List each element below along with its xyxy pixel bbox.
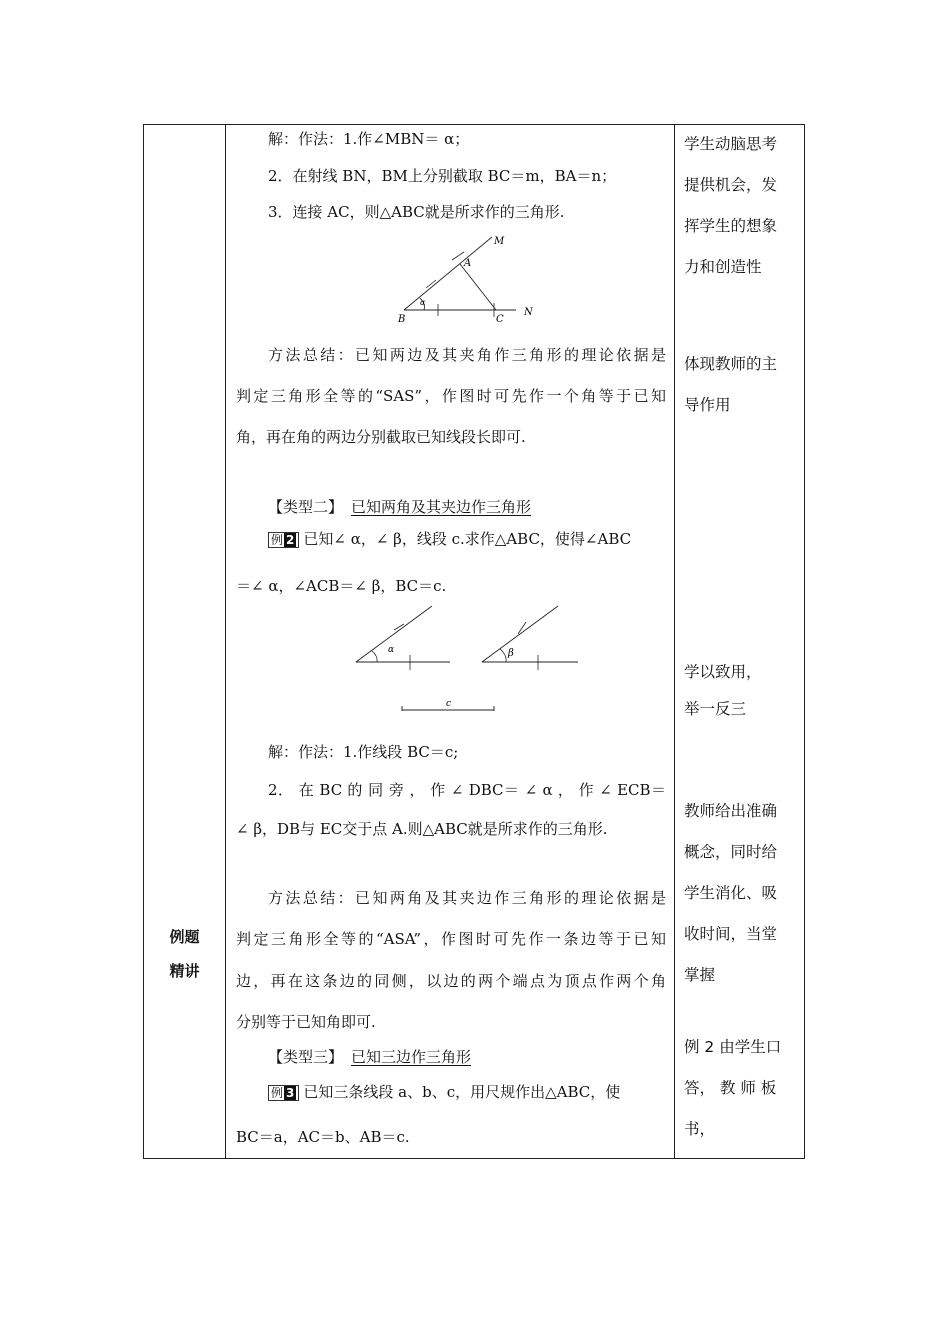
- example-text: 已知∠ α，∠ β，线段 c.求作△ABC，使得∠ABC: [303, 530, 632, 548]
- method-summary: 角，再在角的两边分别截取已知线段长即可.: [236, 428, 526, 446]
- example-text: 已知三条线段 a、b、c，用尺规作出△ABC，使: [303, 1083, 621, 1101]
- example-statement: [268, 528, 666, 549]
- type-heading: [268, 1046, 471, 1067]
- column-divider: [674, 124, 675, 1159]
- method-summary: 边，再在这条边的同侧，以边的两个端点为顶点作两个角: [236, 972, 666, 990]
- section-label-line: 精讲: [169, 962, 200, 980]
- arc-mark: [426, 280, 436, 288]
- label-c: C: [496, 314, 504, 325]
- teaching-note: 体现教师的主 导作用: [684, 355, 778, 414]
- segment-ac: [460, 264, 496, 310]
- arc-mark: [394, 624, 404, 630]
- example-statement: ＝∠ α，∠ACB＝∠ β，BC＝c.: [236, 577, 447, 595]
- example-statement: BC＝a，AC＝b、AB＝c.: [236, 1128, 410, 1146]
- angle-arc: [500, 649, 506, 662]
- column-divider: [225, 124, 226, 1159]
- example-badge: 例 2: [268, 532, 299, 548]
- construction-figure-1: [390, 230, 550, 330]
- type-heading: [268, 496, 531, 517]
- method-summary: 方法总结：已知两角及其夹边作三角形的理论依据是: [268, 889, 666, 907]
- type-tag: 【类型三】: [268, 1048, 344, 1066]
- solution-step: 解：作法：1.作∠MBN＝ α；: [268, 130, 470, 148]
- example-badge: 例 3: [268, 1085, 299, 1101]
- label-m: M: [494, 236, 505, 247]
- method-summary: 判定三角形全等的“ASA”，作图时可先作一条边等于已知: [236, 930, 666, 948]
- ray-bm: [404, 237, 492, 310]
- label-alpha: α: [388, 645, 395, 655]
- angle-beta-ray: [482, 606, 558, 662]
- method-summary: 判定三角形全等的“SAS”，作图时可先作一个角等于已知: [236, 387, 666, 405]
- type-title: 已知两角及其夹边作三角形: [351, 498, 532, 516]
- type-tag: 【类型二】: [268, 498, 344, 516]
- solution-step: 2．在射线 BN，BM上分别截取 BC＝m，BA＝n；: [268, 167, 617, 185]
- label-c: c: [446, 699, 452, 709]
- label-beta: β: [508, 648, 514, 659]
- teaching-note: 教师给出准确 概念，同时给 学生消化、吸 收时间，当堂 掌握: [684, 802, 778, 984]
- teaching-note: 例 2 由学生口 答， 教 师 板 书，: [684, 1038, 782, 1138]
- label-n: N: [524, 307, 533, 318]
- teaching-note: 学生动脑思考 提供机会，发 挥学生的想象 力和创造性: [684, 135, 778, 276]
- teaching-note: 学以致用， 举一反三: [684, 663, 762, 718]
- arc-mark: [452, 252, 464, 260]
- given-angles-figure: [350, 600, 590, 720]
- solution-step: 3．连接 AC，则△ABC就是所求作的三角形.: [268, 203, 565, 221]
- section-label: [144, 920, 225, 988]
- method-summary: 方法总结：已知两边及其夹角作三角形的理论依据是: [268, 346, 666, 364]
- type-title: 已知三边作三角形: [351, 1048, 472, 1066]
- angle-arc: [372, 651, 377, 662]
- solution-step: 2． 在 BC 的 同 旁 ， 作 ∠ DBC＝ ∠ α ， 作 ∠ ECB＝: [268, 781, 666, 799]
- solution-step: 解：作法：1.作线段 BC＝c;: [268, 743, 459, 761]
- label-b: B: [398, 314, 406, 325]
- section-label-line: 例题: [169, 928, 200, 946]
- method-summary: 分别等于已知角即可.: [236, 1013, 376, 1031]
- solution-step: ∠ β，DB与 EC交于点 A.则△ABC就是所求作的三角形.: [236, 820, 608, 838]
- label-a: A: [464, 258, 472, 269]
- label-alpha: α: [420, 298, 426, 307]
- example-statement: [268, 1081, 666, 1102]
